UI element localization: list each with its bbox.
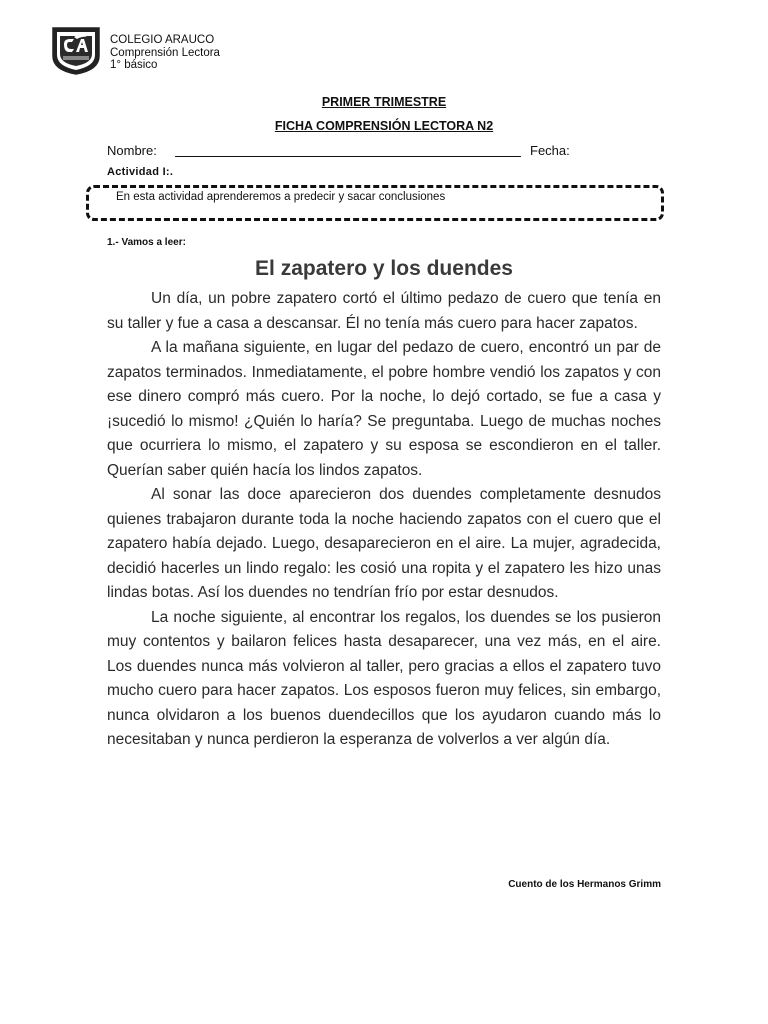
name-label: Nombre: [107, 143, 157, 158]
term-title: PRIMER TRIMESTRE [321, 95, 447, 109]
story-paragraph: Al sonar las doce aparecieron dos duendes completamente desnudos quienes trabajaron durante toda la noche haciendo zapatos con el cuero que el zapatero había dejado. Luego, desaparecieron en el aire. La mujer, agradecida, decidió hacerles un lindo regalo: les cosió una ropita y el zapatero les hizo unas lindas botas. Así los duendes no tendrían frío por estar desnudos. [107, 486, 661, 601]
school-name: COLEGIO ARAUCO [110, 34, 215, 46]
section-label: 1.- Vamos a leer: [107, 237, 186, 248]
story-credit: Cuento de los Hermanos Grimm [508, 879, 661, 890]
activity-label: Actividad I:. [107, 166, 174, 178]
name-field-line[interactable] [175, 156, 521, 157]
grade-level: 1° básico [110, 59, 158, 71]
school-info [110, 34, 220, 72]
story-title: El zapatero y los duendes [255, 257, 513, 280]
school-shield-logo-icon [50, 24, 102, 76]
story-paragraph: A la mañana siguiente, en lugar del pedazo de cuero, encontró un par de zapatos terminados. Inmediatamente, el pobre hombre vendió los zapatos y con ese dinero compró más cuero. Por la noche, lo dejó cortado, se fue a casa y ¡sucedió lo mismo! ¿Quién lo haría? Se preguntaba. Luego de muchas noches que ocurriera lo mismo, el zapatero y su esposa se escondieron en el taller. Querían saber quién hacía los lindos zapatos. [107, 339, 661, 479]
worksheet-title: FICHA COMPRENSIÓN LECTORA N2 [274, 119, 494, 133]
story-paragraph: La noche siguiente, al encontrar los regalos, los duendes se los pusieron muy contentos y bailaron felices hasta desaparecer, una vez más, en el aire. Los duendes nunca más volvieron al taller, pero gracias a ellos el zapatero tuvo mucho cuero para hacer zapatos. Los esposos fueron muy felices, sin embargo, nunca olvidaron a los buenos duendecillos que los ayudaron cuando más lo necesitaban y nunca perdieron la esperanza de volverlos a ver algún día. [107, 608, 661, 748]
story-body [107, 287, 661, 753]
activity-instruction: En esta actividad aprenderemos a predecir y sacar conclusiones [116, 191, 446, 203]
subject-name: Comprensión Lectora [110, 46, 220, 59]
story-paragraph: Un día, un pobre zapatero cortó el último pedazo de cuero que tenía en su taller y fue a casa a descansar. Él no tenía más cuero para hacer zapatos. [107, 290, 661, 332]
date-label: Fecha: [530, 143, 570, 158]
